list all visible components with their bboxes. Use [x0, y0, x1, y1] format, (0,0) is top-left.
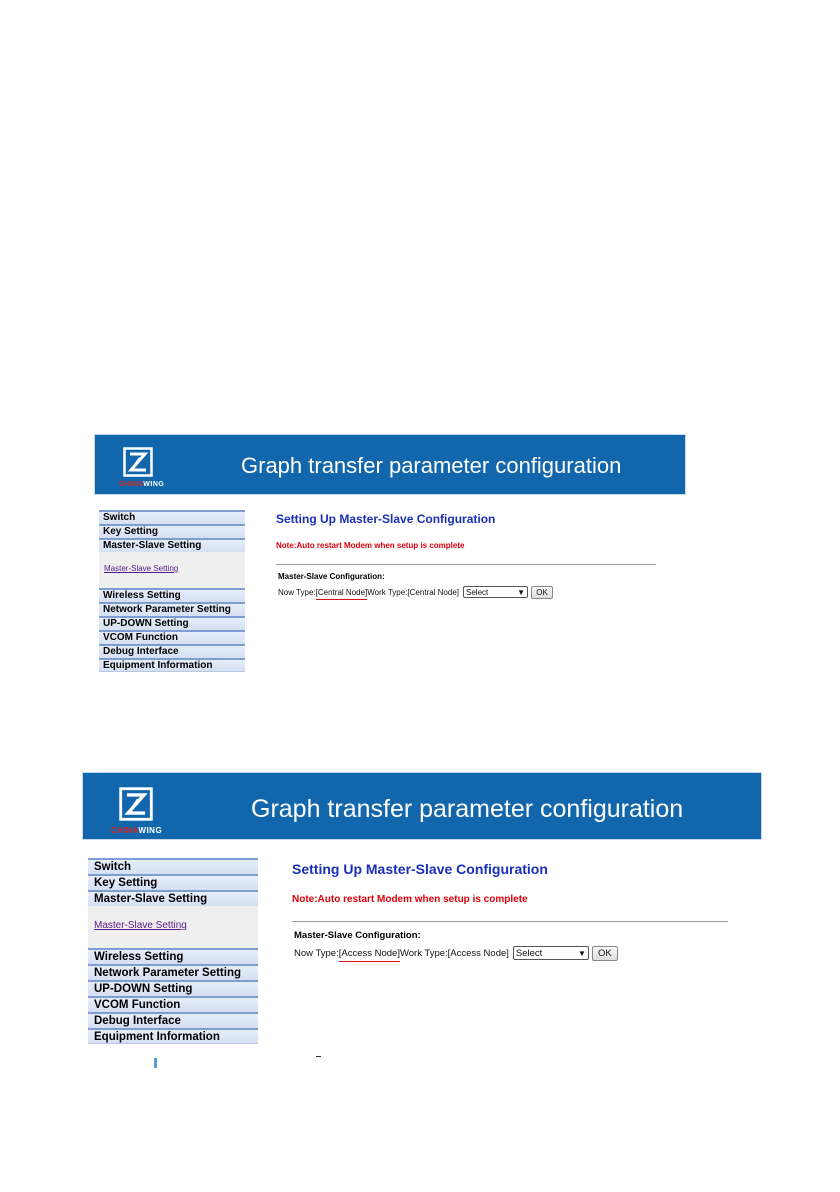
work-type-select[interactable]	[463, 586, 528, 598]
now-type-prefix: Now Type:	[294, 947, 339, 959]
select-value: Select	[466, 587, 489, 597]
sidebar-item-wireless[interactable]: Wireless Setting	[99, 588, 245, 602]
sidebar-item-master-slave[interactable]: Master-Slave Setting	[88, 890, 258, 906]
header-title: Graph transfer parameter configuration	[251, 795, 684, 823]
header-title: Graph transfer parameter configuration	[241, 453, 622, 478]
sidebar-item-network[interactable]: Network Parameter Setting	[88, 964, 258, 980]
sidebar-item-equipment[interactable]: Equipment Information	[88, 1028, 258, 1044]
sidebar-item-debug[interactable]: Debug Interface	[99, 644, 245, 658]
work-type-text: Work Type:[Access Node]	[399, 947, 509, 959]
sidebar-item-up-down[interactable]: UP-DOWN Setting	[88, 980, 258, 996]
app-header	[82, 772, 762, 840]
now-type-prefix: Now Type:	[278, 587, 316, 597]
sidebar-item-key-setting[interactable]: Key Setting	[88, 874, 258, 890]
chevron-down-icon: ▼	[517, 587, 525, 597]
scan-artifact	[316, 1056, 321, 1057]
config-row	[278, 585, 553, 599]
config-row	[294, 945, 618, 961]
sidebar-item-debug[interactable]: Debug Interface	[88, 1012, 258, 1028]
sidebar-item-vcom[interactable]: VCOM Function	[99, 630, 245, 644]
divider	[292, 921, 728, 922]
brand-name: CHINAWING	[119, 481, 165, 488]
sidebar-item-master-slave[interactable]: Master-Slave Setting	[99, 538, 245, 552]
scan-artifact	[154, 1058, 157, 1068]
now-type-value: [Central Node]	[315, 587, 368, 597]
config-label: Master-Slave Configuration:	[294, 930, 421, 941]
ok-button[interactable]: OK	[531, 586, 553, 599]
submenu-link-master-slave[interactable]: Master-Slave Setting	[104, 564, 179, 573]
config-label: Master-Slave Configuration:	[278, 572, 385, 581]
chinawing-logo-icon	[119, 787, 153, 821]
now-type-value: [Access Node]	[338, 947, 400, 959]
page-title: Setting Up Master-Slave Configuration	[292, 861, 548, 877]
divider	[276, 564, 656, 565]
restart-note: Note:Auto restart Modem when setup is complete	[292, 894, 528, 905]
sidebar-item-switch[interactable]: Switch	[88, 858, 258, 874]
page-title: Setting Up Master-Slave Configuration	[276, 512, 496, 526]
sidebar-item-switch[interactable]: Switch	[99, 510, 245, 524]
submenu-panel	[99, 552, 245, 588]
sidebar-item-wireless[interactable]: Wireless Setting	[88, 948, 258, 964]
sidebar-item-network[interactable]: Network Parameter Setting	[99, 602, 245, 616]
ok-button[interactable]: OK	[592, 946, 618, 961]
work-type-select[interactable]	[513, 946, 589, 960]
select-value: Select	[515, 947, 543, 959]
sidebar-item-vcom[interactable]: VCOM Function	[88, 996, 258, 1012]
restart-note: Note:Auto restart Modem when setup is complete	[276, 541, 465, 550]
screenshot-central-node	[94, 434, 686, 674]
submenu-panel	[88, 906, 258, 948]
screenshot-access-node	[82, 772, 762, 1042]
chevron-down-icon: ▼	[578, 948, 586, 958]
sidebar-item-equipment[interactable]: Equipment Information	[99, 658, 245, 672]
sidebar-menu	[99, 510, 245, 672]
sidebar-item-up-down[interactable]: UP-DOWN Setting	[99, 616, 245, 630]
sidebar-menu	[88, 858, 258, 1044]
work-type-text: Work Type:[Central Node]	[367, 587, 459, 597]
app-header	[94, 434, 686, 495]
sidebar-item-key-setting[interactable]: Key Setting	[99, 524, 245, 538]
chinawing-logo-icon	[123, 447, 153, 477]
submenu-link-master-slave[interactable]: Master-Slave Setting	[94, 920, 187, 931]
brand-name: CHINAWING	[111, 826, 163, 835]
